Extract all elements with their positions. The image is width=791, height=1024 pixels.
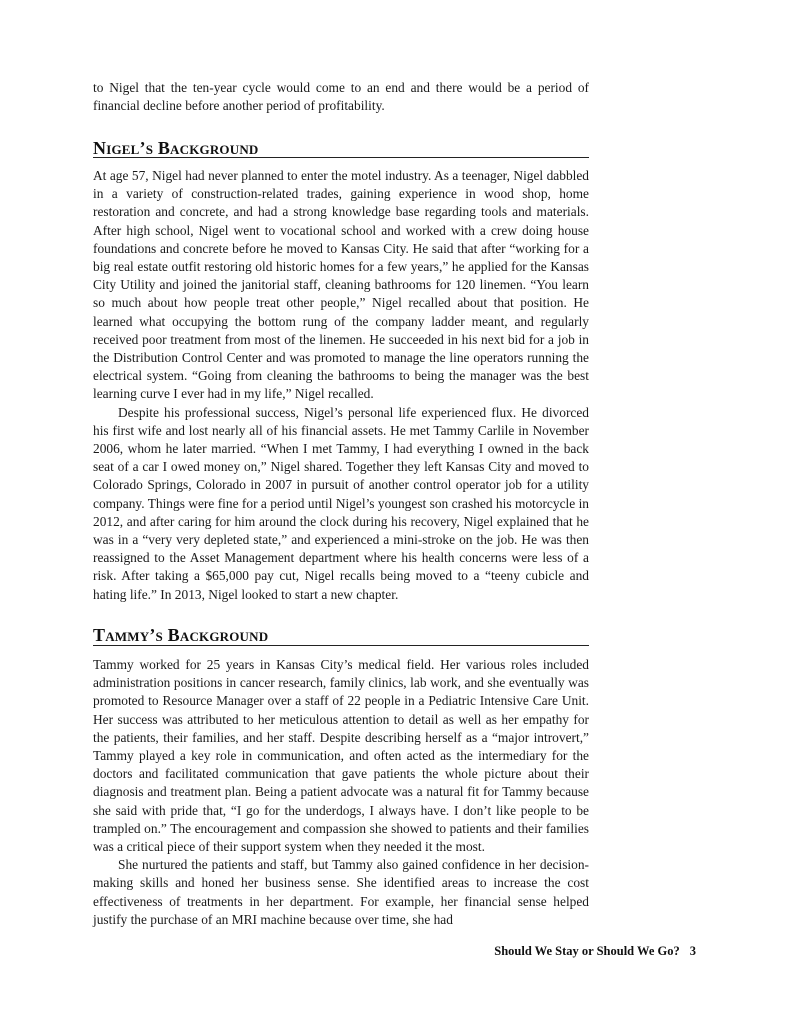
- paragraph: At age 57, Nigel had never planned to enter the motel industry. As a teenager, Nigel dabbled in a variety of construction-related trades, gaining experience in wood shop, home restoration and concrete, and had a strong knowledge base regarding tools and materials. After high school, Nigel went to vocational school and worked with a crew doing house foundations and concrete before he moved to Kansas City. He said that after “working for a big real estate outfit restoring old historic homes for a few years,” he applied for the Kansas City Utility and joined the janitorial staff, cleaning bathrooms for 120 linemen. “You learn so much about how people treat other people,” Nigel recalled about that position. He learned what occupying the bottom rung of the company ladder meant, and regularly received poor treatment from most of the linemen. He succeeded in his next bid for a job in the Distribution Control Center and was promoted to manage the line operators running the electrical system. “Going from cleaning the bathrooms to being the manager was the best learning curve I ever had in my life,” Nigel recalled.: [93, 168, 589, 402]
- paragraph: She nurtured the patients and staff, but Tammy also gained confidence in her decision-making skills and honed her business sense. She identified areas to increase the cost effectiveness of treatments in her department. For example, her financial sense helped justify the purchase of an MRI machine because over time, she had: [93, 857, 589, 927]
- paragraph: Despite his professional success, Nigel’s personal life experienced flux. He divorced his first wife and lost nearly all of his financial assets. He met Tammy Carlile in November 2006, whom he later married. “When I met Tammy, I had everything I owned in the back seat of a car I owed money on,” Nigel shared. Together they left Kansas City and moved to Colorado Springs, Colorado in 2007 in pursuit of another control operator job for a utility company. Things were fine for a period until Nigel’s youngest son crashed his motorcycle in 2012, and after caring for him around the clock during his recovery, Nigel explained that he was in a “very very depleted state,” and experienced a mini-stroke on the job. He was then reassigned to the Asset Management department where his health concerns were less of a risk. After taking a $65,000 pay cut, Nigel recalls being moved to a “teeny cubicle and hating life.” In 2013, Nigel looked to start a new chapter.: [93, 404, 589, 602]
- section-heading-nigel: Nigel’s Background: [93, 138, 259, 158]
- section-heading-tammy: Tammy’s Background: [93, 625, 269, 645]
- running-title: Should We Stay or Should We Go?: [494, 944, 680, 958]
- intro-paragraph: to Nigel that the ten-year cycle would come to an end and there would be a period of financial decline before another period of profitability.: [93, 80, 589, 114]
- section-rule: [93, 157, 589, 158]
- section-body-tammy: [93, 656, 589, 929]
- page-number: 3: [689, 944, 696, 958]
- section-body-nigel: [93, 167, 589, 604]
- page-footer: [494, 944, 696, 959]
- section-rule: [93, 645, 589, 646]
- paragraph: Tammy worked for 25 years in Kansas City’s medical field. Her various roles included administration positions in cancer research, family clinics, lab work, and she eventually was promoted to Resource Manager over a staff of 22 people in a Pediatric Intensive Care Unit. Her success was attributed to her meticulous attention to detail as well as her empathy for the patients, their families, and her staff. Despite describing herself as a “major introvert,” Tammy played a key role in communication, and often acted as the intermediary for the doctors and facilitated communication that gave patients the whole picture about their diagnosis and treatment plan. Being a patient advocate was a natural fit for Tammy because she said with pride that, “I go for the underdogs, I always have. I don’t like people to be trampled on.” The encouragement and compassion she showed to patients and their families was a critical piece of their support system when they needed it the most.: [93, 657, 589, 855]
